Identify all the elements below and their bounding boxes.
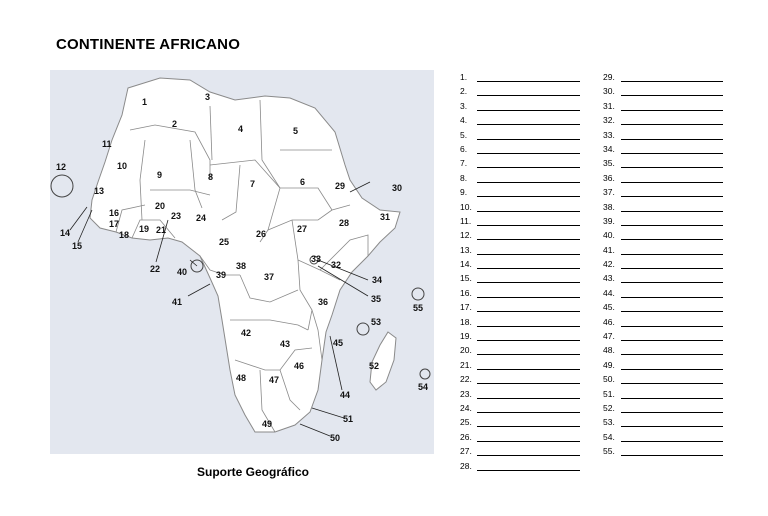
answer-blank-line[interactable]: [621, 412, 723, 413]
map-label-5: 5: [293, 126, 299, 136]
answer-number: 53.: [603, 417, 615, 428]
map-label-50: 50: [330, 433, 341, 443]
answer-number: 21.: [460, 359, 472, 370]
answer-number: 4.: [460, 115, 468, 126]
answer-row: [460, 417, 580, 431]
map-label-55: 55: [413, 303, 424, 313]
answer-number: 8.: [460, 172, 468, 183]
answer-row: [603, 331, 723, 345]
map-label-16: 16: [109, 208, 120, 218]
map-label-38: 38: [236, 261, 247, 271]
answer-blank-line[interactable]: [477, 139, 580, 140]
answer-number: 12.: [460, 230, 472, 241]
map-label-18: 18: [119, 230, 130, 240]
answer-number: 19.: [460, 331, 472, 342]
map-label-6: 6: [300, 177, 306, 187]
answer-row: [460, 130, 580, 144]
answer-blank-line[interactable]: [621, 139, 723, 140]
answer-blank-line[interactable]: [621, 211, 723, 212]
map-label-24: 24: [196, 213, 207, 223]
map-label-48: 48: [236, 373, 247, 383]
answer-blank-line[interactable]: [621, 441, 723, 442]
answer-row: [603, 317, 723, 331]
africa-map-svg: [50, 70, 434, 454]
map-label-23: 23: [171, 211, 182, 221]
answer-row: [460, 202, 580, 216]
answer-number: 44.: [603, 287, 615, 298]
answer-row: [460, 259, 580, 273]
answer-blank-line[interactable]: [477, 398, 580, 399]
answer-row: [460, 374, 580, 388]
answer-row: [460, 302, 580, 316]
answer-blank-line[interactable]: [477, 196, 580, 197]
map-label-17: 17: [109, 219, 120, 229]
answer-blank-line[interactable]: [477, 354, 580, 355]
answer-row: [603, 245, 723, 259]
answer-blank-line[interactable]: [621, 340, 723, 341]
answer-number: 49.: [603, 359, 615, 370]
answer-number: 26.: [460, 431, 472, 442]
answer-blank-line[interactable]: [477, 455, 580, 456]
answer-number: 3.: [460, 100, 468, 111]
answer-row: [603, 417, 723, 431]
answer-blank-line[interactable]: [621, 311, 723, 312]
answer-blank-line[interactable]: [477, 81, 580, 82]
answer-row: [460, 216, 580, 230]
map-label-29: 29: [335, 181, 346, 191]
answer-blank-line[interactable]: [477, 124, 580, 125]
map-label-35: 35: [371, 294, 382, 304]
answer-number: 33.: [603, 129, 615, 140]
answer-blank-line[interactable]: [621, 81, 723, 82]
answer-row: [603, 360, 723, 374]
answer-number: 25.: [460, 417, 472, 428]
answer-column-right: [603, 72, 723, 461]
map-label-27: 27: [297, 224, 308, 234]
map-label-51: 51: [343, 414, 354, 424]
answer-number: 43.: [603, 273, 615, 284]
answer-number: 47.: [603, 331, 615, 342]
answer-row: [460, 317, 580, 331]
answer-row: [460, 230, 580, 244]
answer-row: [460, 461, 580, 475]
map-label-39: 39: [216, 270, 227, 280]
answer-row: [603, 345, 723, 359]
map-label-8: 8: [208, 172, 214, 182]
answer-blank-line[interactable]: [621, 369, 723, 370]
answer-number: 16.: [460, 287, 472, 298]
answer-row: [603, 302, 723, 316]
map-label-4: 4: [238, 124, 244, 134]
answer-blank-line[interactable]: [621, 124, 723, 125]
map-label-10: 10: [117, 161, 128, 171]
answer-blank-line[interactable]: [621, 182, 723, 183]
map-label-20: 20: [155, 201, 166, 211]
answer-row: [460, 389, 580, 403]
answer-row: [460, 403, 580, 417]
map-label-37: 37: [264, 272, 275, 282]
answer-number: 38.: [603, 201, 615, 212]
answer-number: 51.: [603, 388, 615, 399]
map-label-28: 28: [339, 218, 350, 228]
answer-blank-line[interactable]: [621, 254, 723, 255]
map-label-22: 22: [150, 264, 161, 274]
answer-row: [603, 432, 723, 446]
answer-number: 6.: [460, 143, 468, 154]
map-label-53: 53: [371, 317, 382, 327]
answer-row: [460, 446, 580, 460]
map-label-49: 49: [262, 419, 273, 429]
answer-number: 39.: [603, 215, 615, 226]
answer-row: [460, 288, 580, 302]
map-label-45: 45: [333, 338, 344, 348]
answer-row: [603, 202, 723, 216]
map-label-19: 19: [139, 224, 150, 234]
answer-row: [603, 374, 723, 388]
answer-row: [460, 187, 580, 201]
answer-number: 2.: [460, 86, 468, 97]
answer-number: 5.: [460, 129, 468, 140]
answer-blank-line[interactable]: [621, 426, 723, 427]
map-label-15: 15: [72, 241, 83, 251]
map-label-31: 31: [380, 212, 391, 222]
answer-blank-line[interactable]: [477, 326, 580, 327]
answer-number: 55.: [603, 446, 615, 457]
cape-verde-circle: [51, 175, 73, 197]
answer-number: 52.: [603, 402, 615, 413]
map-label-14: 14: [60, 228, 71, 238]
map-label-32: 32: [331, 260, 342, 270]
map-label-11: 11: [102, 139, 112, 149]
answer-row: [603, 273, 723, 287]
answer-number: 9.: [460, 187, 468, 198]
map-label-21: 21: [156, 225, 167, 235]
answer-row: [603, 288, 723, 302]
answer-row: [603, 403, 723, 417]
answer-blank-line[interactable]: [477, 340, 580, 341]
answer-row: [460, 158, 580, 172]
map-label-41: 41: [172, 297, 183, 307]
answer-number: 50.: [603, 374, 615, 385]
answer-row: [603, 158, 723, 172]
answer-number: 22.: [460, 374, 472, 385]
answer-blank-line[interactable]: [477, 426, 580, 427]
map-label-3: 3: [205, 92, 211, 102]
answer-number: 42.: [603, 259, 615, 270]
answer-number: 14.: [460, 259, 472, 270]
answer-number: 40.: [603, 230, 615, 241]
map-label-42: 42: [241, 328, 252, 338]
map-label-26: 26: [256, 229, 267, 239]
answer-blank-line[interactable]: [477, 254, 580, 255]
map-label-52: 52: [369, 361, 380, 371]
answer-blank-line[interactable]: [621, 239, 723, 240]
answer-row: [460, 72, 580, 86]
answer-row: [460, 173, 580, 187]
map-label-25: 25: [219, 237, 230, 247]
answer-row: [460, 101, 580, 115]
answer-blank-line[interactable]: [621, 326, 723, 327]
answer-number: 34.: [603, 143, 615, 154]
seychelles-circle: [412, 288, 424, 300]
answer-row: [603, 115, 723, 129]
answer-blank-line[interactable]: [477, 470, 580, 471]
answer-column-left: [460, 72, 580, 475]
map-label-34: 34: [372, 275, 383, 285]
map-label-43: 43: [280, 339, 291, 349]
answer-number: 31.: [603, 100, 615, 111]
answer-blank-line[interactable]: [477, 369, 580, 370]
answer-row: [460, 331, 580, 345]
map-label-12: 12: [56, 162, 67, 172]
map-label-2: 2: [172, 119, 178, 129]
answer-number: 18.: [460, 316, 472, 327]
answer-blank-line[interactable]: [621, 225, 723, 226]
map-caption: Suporte Geográfico: [196, 465, 309, 479]
map-label-54: 54: [418, 382, 429, 392]
answer-blank-line[interactable]: [477, 153, 580, 154]
answer-number: 30.: [603, 86, 615, 97]
answer-number: 7.: [460, 158, 468, 169]
answer-number: 27.: [460, 446, 472, 457]
answer-blank-line[interactable]: [477, 95, 580, 96]
answer-number: 54.: [603, 431, 615, 442]
answer-blank-line[interactable]: [477, 182, 580, 183]
answer-blank-line[interactable]: [477, 239, 580, 240]
answer-row: [603, 216, 723, 230]
answer-number: 46.: [603, 316, 615, 327]
answer-blank-line[interactable]: [621, 383, 723, 384]
answer-number: 32.: [603, 115, 615, 126]
answer-row: [460, 144, 580, 158]
answer-blank-line[interactable]: [477, 268, 580, 269]
map-label-1: 1: [142, 97, 148, 107]
answer-number: 45.: [603, 302, 615, 313]
answer-row: [460, 273, 580, 287]
answer-row: [603, 259, 723, 273]
answer-number: 23.: [460, 388, 472, 399]
answer-row: [603, 230, 723, 244]
answer-blank-line[interactable]: [477, 383, 580, 384]
answer-blank-line[interactable]: [477, 225, 580, 226]
answer-row: [603, 173, 723, 187]
mauritius-circle: [420, 369, 430, 379]
answer-blank-line[interactable]: [621, 110, 723, 111]
answer-number: 17.: [460, 302, 472, 313]
answer-row: [460, 115, 580, 129]
answer-blank-line[interactable]: [477, 282, 580, 283]
answer-blank-line[interactable]: [621, 354, 723, 355]
answer-number: 37.: [603, 187, 615, 198]
answer-row: [460, 345, 580, 359]
answer-row: [460, 86, 580, 100]
answer-number: 41.: [603, 244, 615, 255]
answer-number: 13.: [460, 244, 472, 255]
answer-row: [460, 360, 580, 374]
comoros-circle: [357, 323, 369, 335]
answer-row: [603, 72, 723, 86]
answer-blank-line[interactable]: [621, 153, 723, 154]
answer-number: 29.: [603, 72, 615, 82]
answer-blank-line[interactable]: [621, 297, 723, 298]
map-label-30: 30: [392, 183, 403, 193]
answer-row: [603, 86, 723, 100]
map-label-13: 13: [94, 186, 105, 196]
answer-number: 20.: [460, 345, 472, 356]
answer-blank-line[interactable]: [477, 167, 580, 168]
answer-number: 35.: [603, 158, 615, 169]
map-label-33: 33: [311, 254, 322, 264]
answer-row: [603, 101, 723, 115]
answer-blank-line[interactable]: [477, 110, 580, 111]
answer-row: [603, 187, 723, 201]
answer-blank-line[interactable]: [621, 455, 723, 456]
answer-number: 1.: [460, 72, 468, 82]
answer-number: 11.: [460, 215, 472, 226]
answer-blank-line[interactable]: [621, 167, 723, 168]
answer-blank-line[interactable]: [477, 311, 580, 312]
answer-row: [603, 446, 723, 460]
answer-blank-line[interactable]: [477, 441, 580, 442]
answer-row: [603, 130, 723, 144]
answer-blank-line[interactable]: [621, 268, 723, 269]
answer-row: [460, 245, 580, 259]
answer-row: [603, 144, 723, 158]
answer-number: 36.: [603, 172, 615, 183]
answer-number: 48.: [603, 345, 615, 356]
africa-map: [50, 70, 434, 454]
answer-number: 10.: [460, 201, 472, 212]
map-label-44: 44: [340, 390, 351, 400]
map-label-7: 7: [250, 179, 256, 189]
answer-blank-line[interactable]: [621, 398, 723, 399]
answer-blank-line[interactable]: [621, 196, 723, 197]
map-label-9: 9: [157, 170, 163, 180]
answer-blank-line[interactable]: [621, 282, 723, 283]
answer-number: 28.: [460, 460, 472, 471]
page-title: CONTINENTE AFRICANO: [56, 36, 241, 53]
answer-blank-line[interactable]: [477, 211, 580, 212]
answer-row: [603, 389, 723, 403]
map-label-36: 36: [318, 297, 329, 307]
answer-blank-line[interactable]: [477, 297, 580, 298]
map-label-47: 47: [269, 375, 280, 385]
answer-blank-line[interactable]: [621, 95, 723, 96]
answer-blank-line[interactable]: [477, 412, 580, 413]
answer-row: [460, 432, 580, 446]
map-label-46: 46: [294, 361, 305, 371]
map-label-40: 40: [177, 267, 188, 277]
answer-number: 24.: [460, 402, 472, 413]
answer-number: 15.: [460, 273, 472, 284]
